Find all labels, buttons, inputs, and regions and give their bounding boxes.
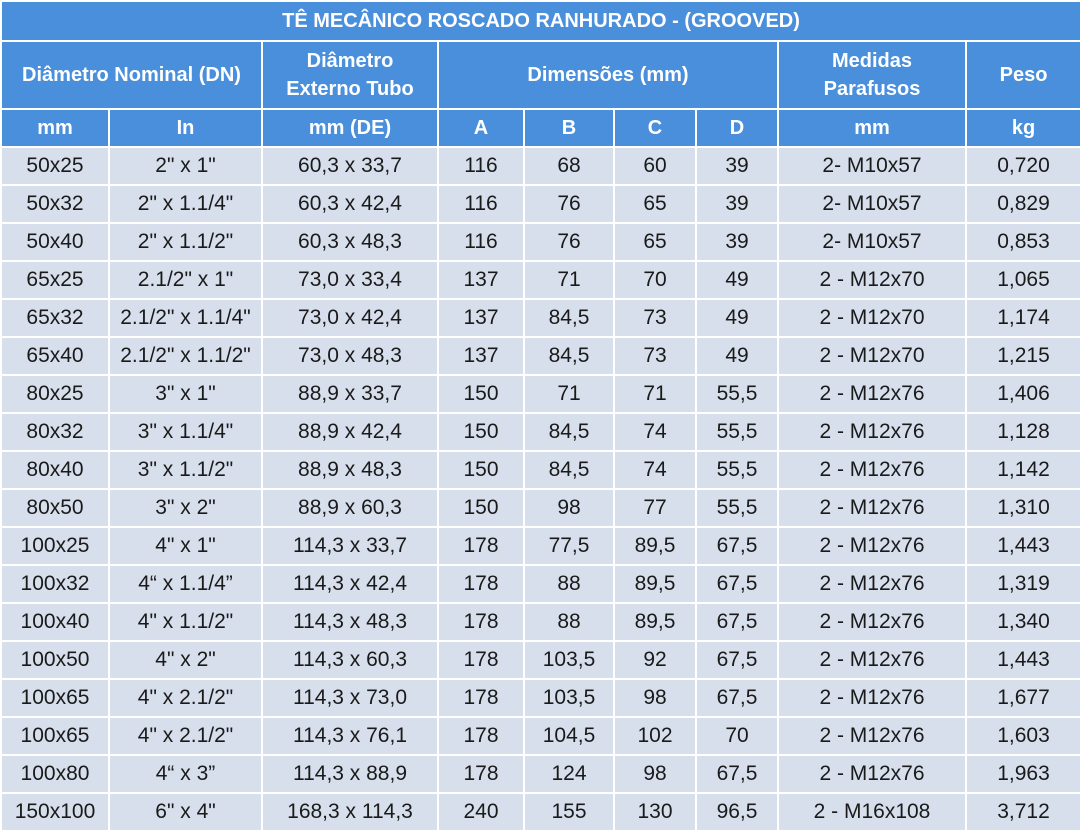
table-row bbox=[1, 337, 1080, 375]
cell-dim-c: 92 bbox=[614, 641, 696, 679]
cell-dim-c: 73 bbox=[614, 299, 696, 337]
cell-dn-in: 4" x 2" bbox=[109, 641, 262, 679]
cell-bolt-size: 2 - M12x70 bbox=[778, 337, 966, 375]
cell-dim-b: 103,5 bbox=[524, 679, 614, 717]
cell-external-diameter: 73,0 x 48,3 bbox=[262, 337, 438, 375]
cell-dim-b: 98 bbox=[524, 489, 614, 527]
cell-dn-mm: 65x25 bbox=[1, 261, 109, 299]
cell-dim-a: 150 bbox=[438, 451, 524, 489]
subheader-sub-d: D bbox=[696, 109, 778, 147]
cell-weight: 1,603 bbox=[966, 717, 1080, 755]
cell-weight: 1,406 bbox=[966, 375, 1080, 413]
cell-external-diameter: 114,3 x 60,3 bbox=[262, 641, 438, 679]
cell-dim-c: 71 bbox=[614, 375, 696, 413]
cell-dim-d: 49 bbox=[696, 337, 778, 375]
cell-dim-b: 124 bbox=[524, 755, 614, 793]
cell-dim-b: 84,5 bbox=[524, 337, 614, 375]
cell-dim-d: 67,5 bbox=[696, 755, 778, 793]
table-row bbox=[1, 375, 1080, 413]
cell-dim-a: 178 bbox=[438, 755, 524, 793]
cell-dim-c: 70 bbox=[614, 261, 696, 299]
cell-dim-c: 73 bbox=[614, 337, 696, 375]
cell-dim-d: 55,5 bbox=[696, 375, 778, 413]
cell-dim-a: 116 bbox=[438, 185, 524, 223]
header-nominal-diameter: Diâmetro Nominal (DN) bbox=[1, 41, 262, 109]
cell-dim-c: 77 bbox=[614, 489, 696, 527]
table-row bbox=[1, 413, 1080, 451]
cell-dim-c: 60 bbox=[614, 147, 696, 185]
cell-weight: 1,065 bbox=[966, 261, 1080, 299]
cell-dim-a: 116 bbox=[438, 223, 524, 261]
table-row bbox=[1, 261, 1080, 299]
cell-weight: 1,319 bbox=[966, 565, 1080, 603]
cell-weight: 1,677 bbox=[966, 679, 1080, 717]
cell-dn-mm: 65x40 bbox=[1, 337, 109, 375]
cell-external-diameter: 60,3 x 48,3 bbox=[262, 223, 438, 261]
header-external-diameter bbox=[262, 41, 438, 109]
cell-bolt-size: 2 - M12x76 bbox=[778, 489, 966, 527]
cell-dim-a: 178 bbox=[438, 717, 524, 755]
cell-dim-a: 150 bbox=[438, 489, 524, 527]
cell-bolt-size: 2 - M12x76 bbox=[778, 413, 966, 451]
cell-dim-d: 55,5 bbox=[696, 489, 778, 527]
table-row bbox=[1, 641, 1080, 679]
cell-dim-a: 116 bbox=[438, 147, 524, 185]
cell-dn-mm: 50x32 bbox=[1, 185, 109, 223]
cell-external-diameter: 60,3 x 33,7 bbox=[262, 147, 438, 185]
cell-dim-a: 178 bbox=[438, 603, 524, 641]
cell-dim-d: 70 bbox=[696, 717, 778, 755]
cell-dn-in: 2" x 1" bbox=[109, 147, 262, 185]
cell-weight: 0,720 bbox=[966, 147, 1080, 185]
cell-bolt-size: 2 - M12x70 bbox=[778, 299, 966, 337]
cell-dn-in: 2.1/2" x 1" bbox=[109, 261, 262, 299]
cell-external-diameter: 73,0 x 33,4 bbox=[262, 261, 438, 299]
header-dimensions: Dimensões (mm) bbox=[438, 41, 778, 109]
cell-dim-d: 55,5 bbox=[696, 451, 778, 489]
cell-dim-d: 67,5 bbox=[696, 603, 778, 641]
cell-external-diameter: 114,3 x 33,7 bbox=[262, 527, 438, 565]
cell-dim-d: 67,5 bbox=[696, 565, 778, 603]
table-row bbox=[1, 527, 1080, 565]
cell-weight: 0,853 bbox=[966, 223, 1080, 261]
cell-dim-d: 67,5 bbox=[696, 641, 778, 679]
subheader-sub-in: In bbox=[109, 109, 262, 147]
cell-weight: 3,712 bbox=[966, 793, 1080, 831]
cell-dim-d: 39 bbox=[696, 223, 778, 261]
cell-weight: 1,443 bbox=[966, 641, 1080, 679]
cell-dim-d: 49 bbox=[696, 261, 778, 299]
cell-dn-in: 4" x 1.1/2" bbox=[109, 603, 262, 641]
cell-dim-b: 88 bbox=[524, 603, 614, 641]
cell-external-diameter: 114,3 x 48,3 bbox=[262, 603, 438, 641]
subheader-sub-b: B bbox=[524, 109, 614, 147]
cell-dim-c: 98 bbox=[614, 679, 696, 717]
cell-dn-mm: 80x32 bbox=[1, 413, 109, 451]
cell-dim-b: 71 bbox=[524, 261, 614, 299]
cell-weight: 1,128 bbox=[966, 413, 1080, 451]
cell-dim-c: 98 bbox=[614, 755, 696, 793]
cell-dn-in: 3" x 1.1/4" bbox=[109, 413, 262, 451]
cell-dn-in: 4" x 2.1/2" bbox=[109, 679, 262, 717]
cell-external-diameter: 73,0 x 42,4 bbox=[262, 299, 438, 337]
cell-dn-mm: 100x65 bbox=[1, 717, 109, 755]
cell-dn-in: 3" x 1.1/2" bbox=[109, 451, 262, 489]
table-body bbox=[1, 147, 1080, 831]
cell-dn-in: 2" x 1.1/2" bbox=[109, 223, 262, 261]
table-title: TÊ MECÂNICO ROSCADO RANHURADO - (GROOVED) bbox=[1, 1, 1080, 41]
cell-bolt-size: 2 - M12x76 bbox=[778, 565, 966, 603]
cell-external-diameter: 88,9 x 48,3 bbox=[262, 451, 438, 489]
cell-dn-mm: 100x32 bbox=[1, 565, 109, 603]
table-row bbox=[1, 793, 1080, 831]
cell-external-diameter: 88,9 x 42,4 bbox=[262, 413, 438, 451]
cell-dn-mm: 100x65 bbox=[1, 679, 109, 717]
cell-dn-mm: 100x50 bbox=[1, 641, 109, 679]
cell-dim-a: 150 bbox=[438, 413, 524, 451]
cell-dim-b: 84,5 bbox=[524, 299, 614, 337]
subheader-sub-mm: mm bbox=[1, 109, 109, 147]
cell-external-diameter: 114,3 x 76,1 bbox=[262, 717, 438, 755]
cell-external-diameter: 88,9 x 33,7 bbox=[262, 375, 438, 413]
cell-dim-a: 150 bbox=[438, 375, 524, 413]
subheader-sub-kg: kg bbox=[966, 109, 1080, 147]
cell-bolt-size: 2 - M16x108 bbox=[778, 793, 966, 831]
cell-bolt-size: 2 - M12x70 bbox=[778, 261, 966, 299]
cell-dn-mm: 100x40 bbox=[1, 603, 109, 641]
table-row bbox=[1, 489, 1080, 527]
cell-dim-a: 178 bbox=[438, 565, 524, 603]
cell-bolt-size: 2 - M12x76 bbox=[778, 451, 966, 489]
cell-dim-c: 89,5 bbox=[614, 527, 696, 565]
cell-dim-b: 84,5 bbox=[524, 451, 614, 489]
cell-bolt-size: 2- M10x57 bbox=[778, 223, 966, 261]
cell-dim-d: 96,5 bbox=[696, 793, 778, 831]
cell-dn-mm: 100x25 bbox=[1, 527, 109, 565]
cell-dim-b: 68 bbox=[524, 147, 614, 185]
cell-dn-in: 2.1/2" x 1.1/4" bbox=[109, 299, 262, 337]
cell-dim-a: 137 bbox=[438, 299, 524, 337]
cell-dn-mm: 80x25 bbox=[1, 375, 109, 413]
cell-dn-in: 4“ x 1.1/4” bbox=[109, 565, 262, 603]
cell-external-diameter: 114,3 x 73,0 bbox=[262, 679, 438, 717]
cell-dn-mm: 65x32 bbox=[1, 299, 109, 337]
cell-dim-d: 39 bbox=[696, 147, 778, 185]
cell-weight: 0,829 bbox=[966, 185, 1080, 223]
cell-dim-b: 88 bbox=[524, 565, 614, 603]
subheader-sub-mm-de: mm (DE) bbox=[262, 109, 438, 147]
table-row bbox=[1, 679, 1080, 717]
subheader-sub-bolt-mm: mm bbox=[778, 109, 966, 147]
subheader-sub-a: A bbox=[438, 109, 524, 147]
table-row bbox=[1, 147, 1080, 185]
table-row bbox=[1, 223, 1080, 261]
table-row bbox=[1, 717, 1080, 755]
table-row bbox=[1, 299, 1080, 337]
header-bolt-line1: Medidas bbox=[831, 50, 913, 72]
header-external-line2: Externo Tubo bbox=[286, 78, 414, 100]
cell-weight: 1,310 bbox=[966, 489, 1080, 527]
subheader-sub-c: C bbox=[614, 109, 696, 147]
cell-dn-mm: 80x40 bbox=[1, 451, 109, 489]
cell-dim-b: 104,5 bbox=[524, 717, 614, 755]
cell-bolt-size: 2 - M12x76 bbox=[778, 603, 966, 641]
cell-dim-a: 178 bbox=[438, 527, 524, 565]
cell-bolt-size: 2 - M12x76 bbox=[778, 679, 966, 717]
header-bolt-line2: Parafusos bbox=[823, 78, 921, 100]
cell-dim-c: 89,5 bbox=[614, 603, 696, 641]
cell-dim-a: 178 bbox=[438, 641, 524, 679]
cell-dn-in: 2" x 1.1/4" bbox=[109, 185, 262, 223]
cell-dn-mm: 50x40 bbox=[1, 223, 109, 261]
cell-dn-mm: 150x100 bbox=[1, 793, 109, 831]
cell-dim-a: 137 bbox=[438, 261, 524, 299]
cell-dn-mm: 50x25 bbox=[1, 147, 109, 185]
cell-dim-b: 84,5 bbox=[524, 413, 614, 451]
cell-dn-in: 6" x 4" bbox=[109, 793, 262, 831]
cell-dn-in: 4“ x 3” bbox=[109, 755, 262, 793]
header-external-line1: Diâmetro bbox=[306, 50, 394, 72]
table-row bbox=[1, 755, 1080, 793]
cell-dn-in: 4" x 1" bbox=[109, 527, 262, 565]
cell-weight: 1,215 bbox=[966, 337, 1080, 375]
cell-dim-b: 77,5 bbox=[524, 527, 614, 565]
cell-dim-d: 67,5 bbox=[696, 679, 778, 717]
cell-dim-b: 103,5 bbox=[524, 641, 614, 679]
cell-dim-a: 178 bbox=[438, 679, 524, 717]
cell-dim-c: 130 bbox=[614, 793, 696, 831]
cell-bolt-size: 2- M10x57 bbox=[778, 147, 966, 185]
cell-dn-in: 3" x 1" bbox=[109, 375, 262, 413]
table-row bbox=[1, 185, 1080, 223]
cell-dn-mm: 100x80 bbox=[1, 755, 109, 793]
cell-dim-b: 71 bbox=[524, 375, 614, 413]
table-row bbox=[1, 603, 1080, 641]
cell-bolt-size: 2 - M12x76 bbox=[778, 375, 966, 413]
cell-weight: 1,340 bbox=[966, 603, 1080, 641]
cell-dim-c: 65 bbox=[614, 223, 696, 261]
cell-weight: 1,443 bbox=[966, 527, 1080, 565]
cell-dim-b: 155 bbox=[524, 793, 614, 831]
cell-dim-b: 76 bbox=[524, 185, 614, 223]
cell-dn-in: 4" x 2.1/2" bbox=[109, 717, 262, 755]
cell-bolt-size: 2 - M12x76 bbox=[778, 641, 966, 679]
cell-external-diameter: 60,3 x 42,4 bbox=[262, 185, 438, 223]
cell-dn-mm: 80x50 bbox=[1, 489, 109, 527]
cell-external-diameter: 168,3 x 114,3 bbox=[262, 793, 438, 831]
cell-bolt-size: 2 - M12x76 bbox=[778, 527, 966, 565]
cell-external-diameter: 114,3 x 42,4 bbox=[262, 565, 438, 603]
cell-bolt-size: 2 - M12x76 bbox=[778, 717, 966, 755]
cell-dim-b: 76 bbox=[524, 223, 614, 261]
cell-dim-d: 55,5 bbox=[696, 413, 778, 451]
cell-dim-a: 137 bbox=[438, 337, 524, 375]
cell-dim-d: 67,5 bbox=[696, 527, 778, 565]
cell-dim-c: 65 bbox=[614, 185, 696, 223]
cell-bolt-size: 2- M10x57 bbox=[778, 185, 966, 223]
cell-dim-a: 240 bbox=[438, 793, 524, 831]
cell-external-diameter: 114,3 x 88,9 bbox=[262, 755, 438, 793]
header-bolt-sizes bbox=[778, 41, 966, 109]
cell-dn-in: 3" x 2" bbox=[109, 489, 262, 527]
cell-dim-c: 74 bbox=[614, 451, 696, 489]
cell-weight: 1,174 bbox=[966, 299, 1080, 337]
cell-weight: 1,142 bbox=[966, 451, 1080, 489]
cell-external-diameter: 88,9 x 60,3 bbox=[262, 489, 438, 527]
cell-dim-d: 49 bbox=[696, 299, 778, 337]
cell-dim-c: 74 bbox=[614, 413, 696, 451]
cell-dn-in: 2.1/2" x 1.1/2" bbox=[109, 337, 262, 375]
table-row bbox=[1, 451, 1080, 489]
cell-bolt-size: 2 - M12x76 bbox=[778, 755, 966, 793]
cell-dim-d: 39 bbox=[696, 185, 778, 223]
header-weight: Peso bbox=[966, 41, 1080, 109]
subheader-row bbox=[1, 109, 1080, 147]
cell-weight: 1,963 bbox=[966, 755, 1080, 793]
cell-dim-c: 102 bbox=[614, 717, 696, 755]
cell-dim-c: 89,5 bbox=[614, 565, 696, 603]
table-row bbox=[1, 565, 1080, 603]
